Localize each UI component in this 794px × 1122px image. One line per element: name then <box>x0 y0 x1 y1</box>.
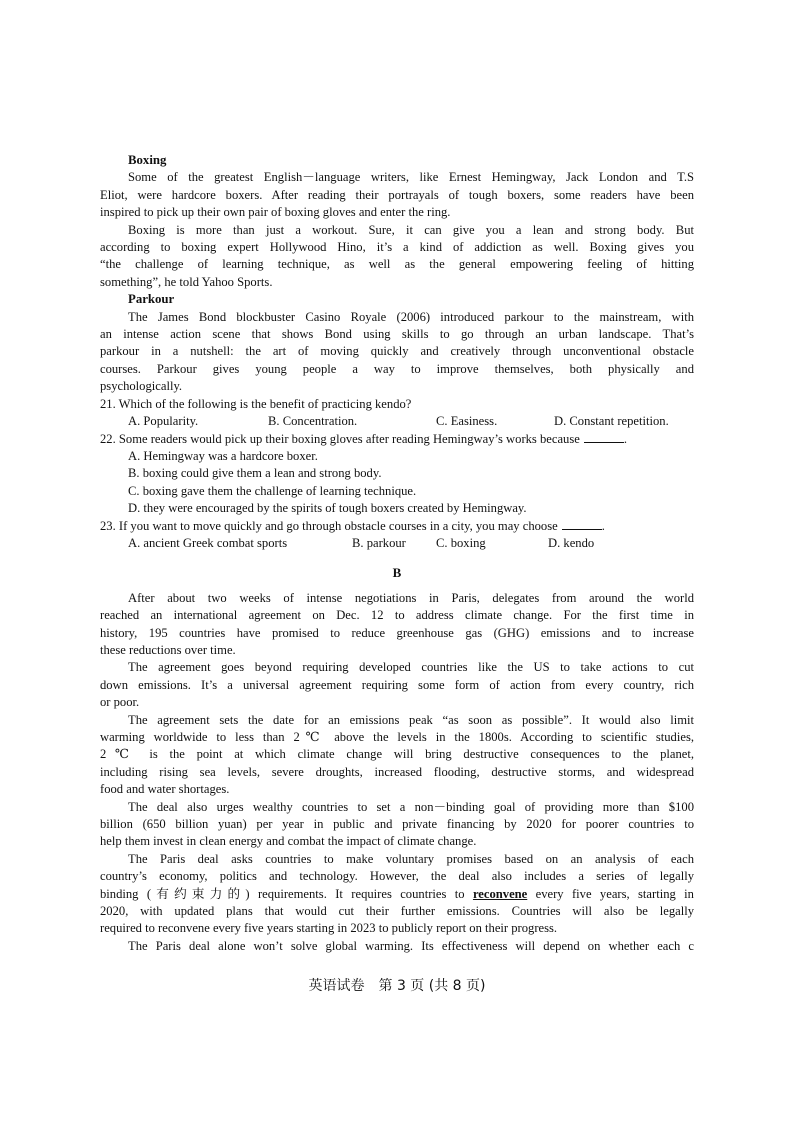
option-b[interactable]: B. Concentration. <box>268 414 358 429</box>
question-stem-text: 22. Some readers would pick up their boxing gloves after reading Hemingway’s works because <box>100 431 580 446</box>
text-span: every five years, starting in <box>535 886 694 901</box>
text-line: including rising sea levels, severe droughts, increased flooding, destructive storms, and widespread <box>100 764 694 779</box>
option-a[interactable]: A. Hemingway was a hardcore boxer. <box>128 448 318 463</box>
text-line: these reductions over time. <box>100 642 236 657</box>
option-b[interactable]: B. parkour <box>352 535 406 550</box>
text-line: help them invest in clean energy and combat the impact of climate change. <box>100 834 477 849</box>
text-line: country’s economy, politics and technology. However, the deal also includes a series of legally <box>100 869 694 884</box>
text-line: billion (650 billion yuan) per year in public and private financing by 2020 for poorer countries to <box>100 817 694 832</box>
paragraph-b-1 <box>100 590 694 660</box>
text-line: The deal also urges wealthy countries to set a non－binding goal of providing more than $100 <box>128 799 694 814</box>
paragraph-b-4 <box>100 799 694 851</box>
text-line: history, 195 countries have promised to reduce greenhouse gas (GHG) emissions and to increase <box>100 625 694 640</box>
option-b[interactable]: B. boxing could give them a lean and strong body. <box>128 466 382 481</box>
text-line: required to reconvene every five years starting in 2023 to publicly report on their progress. <box>100 921 558 936</box>
text-span: binding (有约束力的) requirements. It requires countries to <box>100 886 465 901</box>
text-line: The Paris deal asks countries to make voluntary promises based on an analysis of each <box>128 851 694 866</box>
text-line: 2020, with updated plans that would cut their further emissions. Countries will also be legally <box>100 904 694 919</box>
section-title-b: B <box>392 565 402 581</box>
question-options <box>100 413 694 430</box>
question-stem: 21. Which of the following is the benefit of practicing kendo? <box>100 396 412 411</box>
question-options <box>100 535 694 552</box>
text-line: down emissions. It’s a universal agreement requiring some form of action from every country, rich <box>100 677 694 692</box>
question-stem <box>100 431 694 448</box>
option-a[interactable]: A. ancient Greek combat sports <box>128 535 288 550</box>
text-line: The Paris deal alone won’t solve global warming. Its effectiveness will depend on whether each c <box>128 938 694 953</box>
exam-page <box>100 152 694 955</box>
answer-blank[interactable] <box>562 518 602 530</box>
text-line: inspired to pick up their own pair of boxing gloves and enter the ring. <box>100 205 451 220</box>
question-stem-end: . <box>623 431 627 446</box>
text-line: warming worldwide to less than 2℃ above the levels in the 1800s. According to scientific studies, <box>100 730 694 744</box>
question-23 <box>100 518 694 553</box>
section-heading-parkour: Parkour <box>128 292 175 307</box>
paragraph-boxing-2 <box>100 222 694 292</box>
option-c[interactable]: C. boxing gave them the challenge of learning technique. <box>128 483 417 498</box>
text-line: Eliot, were hardcore boxers. After reading their portrayals of tough boxers, some readers have been <box>100 187 694 202</box>
text-line: or poor. <box>100 695 140 710</box>
paragraph-b-6 <box>100 938 694 955</box>
text-line: parkour in a nutshell: the art of moving quickly and creatively through unconventional obstacle <box>100 344 694 359</box>
question-22 <box>100 431 694 518</box>
text-line: according to boxing expert Hollywood Hino, it’s a kind of addiction as well. Boxing gives you <box>100 240 694 255</box>
option-c[interactable]: C. boxing <box>436 535 486 550</box>
paragraph-parkour-1 <box>100 309 694 396</box>
text-line: Some of the greatest English－language writers, like Ernest Hemingway, Jack London and T.S <box>128 170 694 185</box>
option-c[interactable]: C. Easiness. <box>436 414 498 429</box>
text-line: The James Bond blockbuster Casino Royale (2006) introduced parkour to the mainstream, with <box>128 309 694 324</box>
text-line <box>100 886 694 903</box>
text-line: After about two weeks of intense negotiations in Paris, delegates from around the world <box>128 590 694 605</box>
paragraph-boxing-1 <box>100 169 694 221</box>
text-line: food and water shortages. <box>100 782 230 797</box>
question-stem <box>100 518 694 535</box>
text-line: psychologically. <box>100 379 183 394</box>
option-d[interactable]: D. they were encouraged by the spirits of tough boxers created by Hemingway. <box>128 501 527 516</box>
text-line: courses. Parkour gives young people a way to improve themselves, both physically and <box>100 361 694 376</box>
text-line: 2℃ is the point at which climate change will bring destructive consequences to the planet, <box>100 747 694 762</box>
text-line: reached an international agreement on Dec. 12 to address climate change. For the first time in <box>100 608 694 623</box>
question-stem-end: . <box>601 518 605 533</box>
paragraph-b-3 <box>100 712 694 799</box>
text-line: Boxing is more than just a workout. Sure, it can give you a lean and strong body. But <box>128 222 694 237</box>
text-line: The agreement goes beyond requiring developed countries like the US to take actions to cut <box>128 660 694 675</box>
underlined-word: reconvene <box>472 886 528 901</box>
paragraph-b-5 <box>100 851 694 938</box>
answer-blank[interactable] <box>584 431 624 443</box>
text-line: “the challenge of learning technique, as well as the general empowering feeling of hitting <box>100 257 694 272</box>
option-d[interactable]: D. Constant repetition. <box>554 414 669 429</box>
question-21 <box>100 396 694 431</box>
paragraph-b-2 <box>100 659 694 711</box>
option-d[interactable]: D. kendo <box>548 535 595 550</box>
text-line: an intense action scene that shows Bond using skills to go through an urban landscape. That’s <box>100 327 694 342</box>
page-footer: 英语试卷 第 3 页 (共 8 页) <box>308 978 486 994</box>
text-line: The agreement sets the date for an emissions peak “as soon as possible”. It would also limit <box>128 712 694 727</box>
section-heading-boxing: Boxing <box>128 153 167 167</box>
option-a[interactable]: A. Popularity. <box>128 414 199 429</box>
question-stem-text: 23. If you want to move quickly and go through obstacle courses in a city, you may choose <box>100 518 558 533</box>
text-line: something”, he told Yahoo Sports. <box>100 274 273 289</box>
